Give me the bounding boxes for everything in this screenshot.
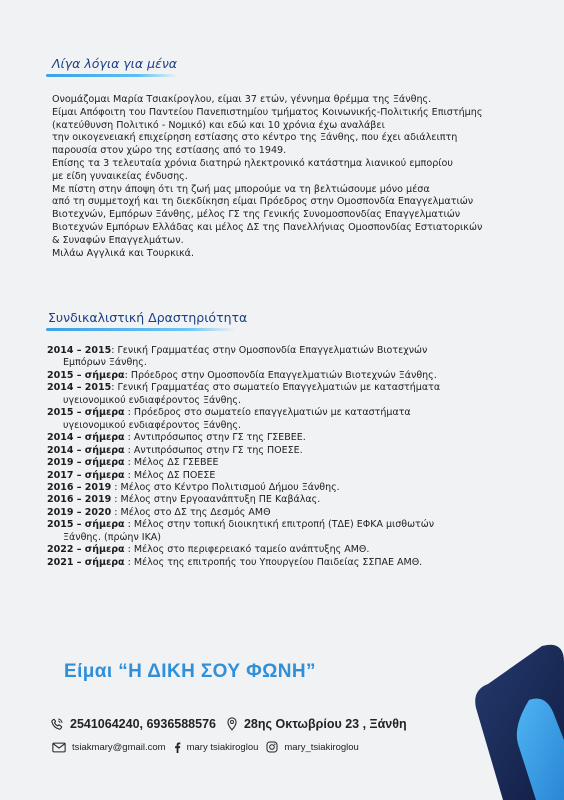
activity-text: Μέλος στο ΔΣ της Δεσμός ΑΜΘ (120, 506, 271, 518)
activity-separator: : (124, 369, 131, 381)
activity-separator: : (124, 407, 134, 419)
activity-item (47, 382, 517, 407)
contact-social-row (52, 740, 359, 754)
activity-item (47, 370, 517, 382)
activity-separator: : (124, 556, 134, 568)
activity-period: 2021 – σήμερα (47, 556, 125, 568)
activity-separator: : (111, 481, 121, 493)
bio-line: από τη συμμετοχή και τη διεκδίκηση είμαι Πρόεδρος στην Ομοσπονδία Επαγγελματιών (52, 196, 474, 208)
bio-line: & Συναφών Επαγγελμάτων. (52, 234, 184, 246)
bio-line: την οικογενειακή επιχείρηση εστίασης στο κέντρο της Ξάνθης, που έχει αδιάλειπτη (52, 132, 458, 144)
bio-line: παρουσία στον χώρο της εστίασης από το 1949. (52, 145, 287, 157)
activity-period: 2022 – σήμερα (47, 544, 125, 556)
activity-text: Αντιπρόσωπος στην ΓΣ της ΠΟΕΣΕ. (133, 444, 303, 456)
activity-item (47, 482, 517, 494)
activity-period: 2015 – σήμερα (47, 369, 125, 381)
phone-icon (50, 717, 64, 731)
activity-text: Γενική Γραμματέας στην Ομοσπονδία Επαγγελματιών Βιοτεχνών (117, 345, 428, 356)
bio-line: Επίσης τα 3 τελευταία χρόνια διατηρώ ηλεκτρονικό κατάστημα λιανικού εμπορίου (52, 157, 453, 169)
activity-text: Πρόεδρος στην Ομοσπονδία Επαγγελματιών Βιοτεχνών Ξάνθης. (130, 369, 437, 381)
activity-separator: : (111, 506, 121, 518)
bio-line: Ονομάζομαι Μαρία Τσιακίρογλου, είμαι 37 ετών, γέννημα θρέμμα της Ξάνθης. (52, 94, 432, 105)
email-icon (52, 742, 66, 753)
bio-line: Βιοτεχνών Εμπόρων Ελλάδας και μέλος ΔΣ της Πανελλήνιας Ομοσπονδίας Εστιατορικών (52, 221, 483, 233)
activity-item (47, 345, 517, 370)
activity-text: Πρόεδρος στο σωματείο επαγγελματιών με καταστήματα (133, 407, 411, 419)
facebook-icon (174, 742, 181, 753)
activity-text: Μέλος στην Εργοαανάπτυξη ΠΕ Καβάλας. (120, 494, 321, 506)
activity-item (47, 432, 517, 444)
activity-period: 2019 – 2020 (47, 506, 112, 518)
activity-text: Μέλος της επιτροπής του Υπουργείου Παιδείας ΣΣΠΑΕ ΑΜΘ. (133, 556, 423, 568)
contact-primary-row (50, 716, 407, 732)
activity-text: Μέλος ΔΣ ΓΣΕΒΕΕ (133, 457, 219, 469)
activity-period: 2014 – 2015 (47, 382, 112, 394)
facebook-handle[interactable]: mary tsiakiroglou (186, 741, 259, 753)
activity-separator: : (124, 519, 134, 531)
campaign-slogan: Είμαι “Η ΔΙΚΗ ΣΟΥ ΦΩΝΗ” (64, 661, 316, 682)
activity-period: 2016 – 2019 (47, 481, 112, 493)
activity-item (47, 544, 517, 556)
activity-period: 2015 – σήμερα (47, 519, 125, 531)
activity-text: Αντιπρόσωπος στην ΓΣ της ΓΣΕΒΕΕ. (133, 432, 306, 444)
activity-text: Μέλος στην τοπική διοικητική επιτροπή (ΤΔΕ) ΕΦΚΑ μισθωτών (133, 519, 435, 531)
activity-text: Μέλος στο περιφερειακό ταμείο ανάπτυξης ΑΜΘ. (133, 544, 370, 556)
activity-item (47, 557, 517, 569)
instagram-icon (266, 741, 278, 753)
phone-numbers[interactable]: 2541064240, 6936588576 (70, 717, 216, 731)
activity-text: Μέλος στο Κέντρο Πολιτισμού Δήμου Ξάνθης. (120, 481, 340, 493)
location-pin-icon (226, 717, 238, 731)
activity-period: 2019 – σήμερα (47, 457, 125, 469)
activity-item (47, 507, 517, 519)
activity-text: Μέλος ΔΣ ΠΟΕΣΕ (133, 469, 216, 481)
union-activity-heading-underline (46, 328, 236, 331)
activity-period: 2014 – 2015 (47, 345, 112, 356)
activity-item (47, 519, 517, 544)
activity-period: 2015 – σήμερα (47, 407, 125, 419)
activity-separator: : (124, 544, 134, 556)
activity-period: 2014 – σήμερα (47, 444, 125, 456)
email-address[interactable]: tsiakmary@gmail.com (72, 741, 166, 753)
activity-item (47, 494, 517, 506)
about-heading: Λίγα λόγια για μένα (52, 56, 178, 71)
bio-line: Βιοτεχνών, Εμπόρων Ξάνθης, μέλος ΓΣ της Γενικής Συνομοσπονδίας Επαγγελματιών (52, 209, 461, 221)
about-heading-underline (46, 74, 178, 77)
activity-separator: : (111, 345, 118, 356)
instagram-handle[interactable]: mary_tsiakiroglou (284, 741, 359, 753)
activity-separator: : (124, 432, 134, 444)
activity-separator: : (111, 382, 118, 394)
activity-separator: : (111, 494, 121, 506)
union-activity-heading: Συνδικαλιστική Δραστηριότητα (48, 310, 248, 325)
bio-line: με είδη γυναικείας ένδυσης. (52, 170, 188, 182)
activity-period: 2017 – σήμερα (47, 469, 125, 481)
bio-line: (κατεύθυνση Πολιτικό - Νομικό) και εδώ και 10 χρόνια έχω αναλάβει (52, 119, 385, 131)
activity-item (47, 470, 517, 482)
activity-item (47, 407, 517, 432)
activity-separator: : (124, 457, 134, 469)
activity-text: Γενική Γραμματέας στο σωματείο Επαγγελματιών με καταστήματα (117, 382, 441, 394)
activity-continuation: Ξάνθης. (πρώην ΙΚΑ) (63, 531, 162, 543)
activity-separator: : (124, 444, 134, 456)
activity-item (47, 445, 517, 457)
bio-line: Με πίστη στην άποψη ότι τη ζωή μας μπορούμε να τη βελτιώσουμε μόνο μέσα (52, 183, 430, 195)
bio-text (52, 94, 522, 260)
activity-period: 2014 – σήμερα (47, 432, 125, 444)
bio-line: Είμαι Απόφοιτη του Παντείου Πανεπιστημίου τμήματος Κοινωνικής-Πολιτικής Επιστήμης (52, 106, 483, 118)
activity-continuation: Εμπόρων Ξάνθης. (63, 357, 147, 369)
activity-continuation: υγειονομικού ενδιαφέροντος Ξάνθης. (63, 394, 241, 406)
activity-continuation: υγειονομικού ενδιαφέροντος Ξάνθης. (63, 419, 241, 431)
union-activity-list (47, 345, 517, 569)
activity-item (47, 457, 517, 469)
activity-period: 2016 – 2019 (47, 494, 112, 506)
activity-separator: : (124, 469, 134, 481)
address: 28ης Οκτωβρίου 23 , Ξάνθη (243, 717, 407, 731)
bio-line: Μιλάω Αγγλικά και Τουρκικά. (52, 247, 195, 259)
